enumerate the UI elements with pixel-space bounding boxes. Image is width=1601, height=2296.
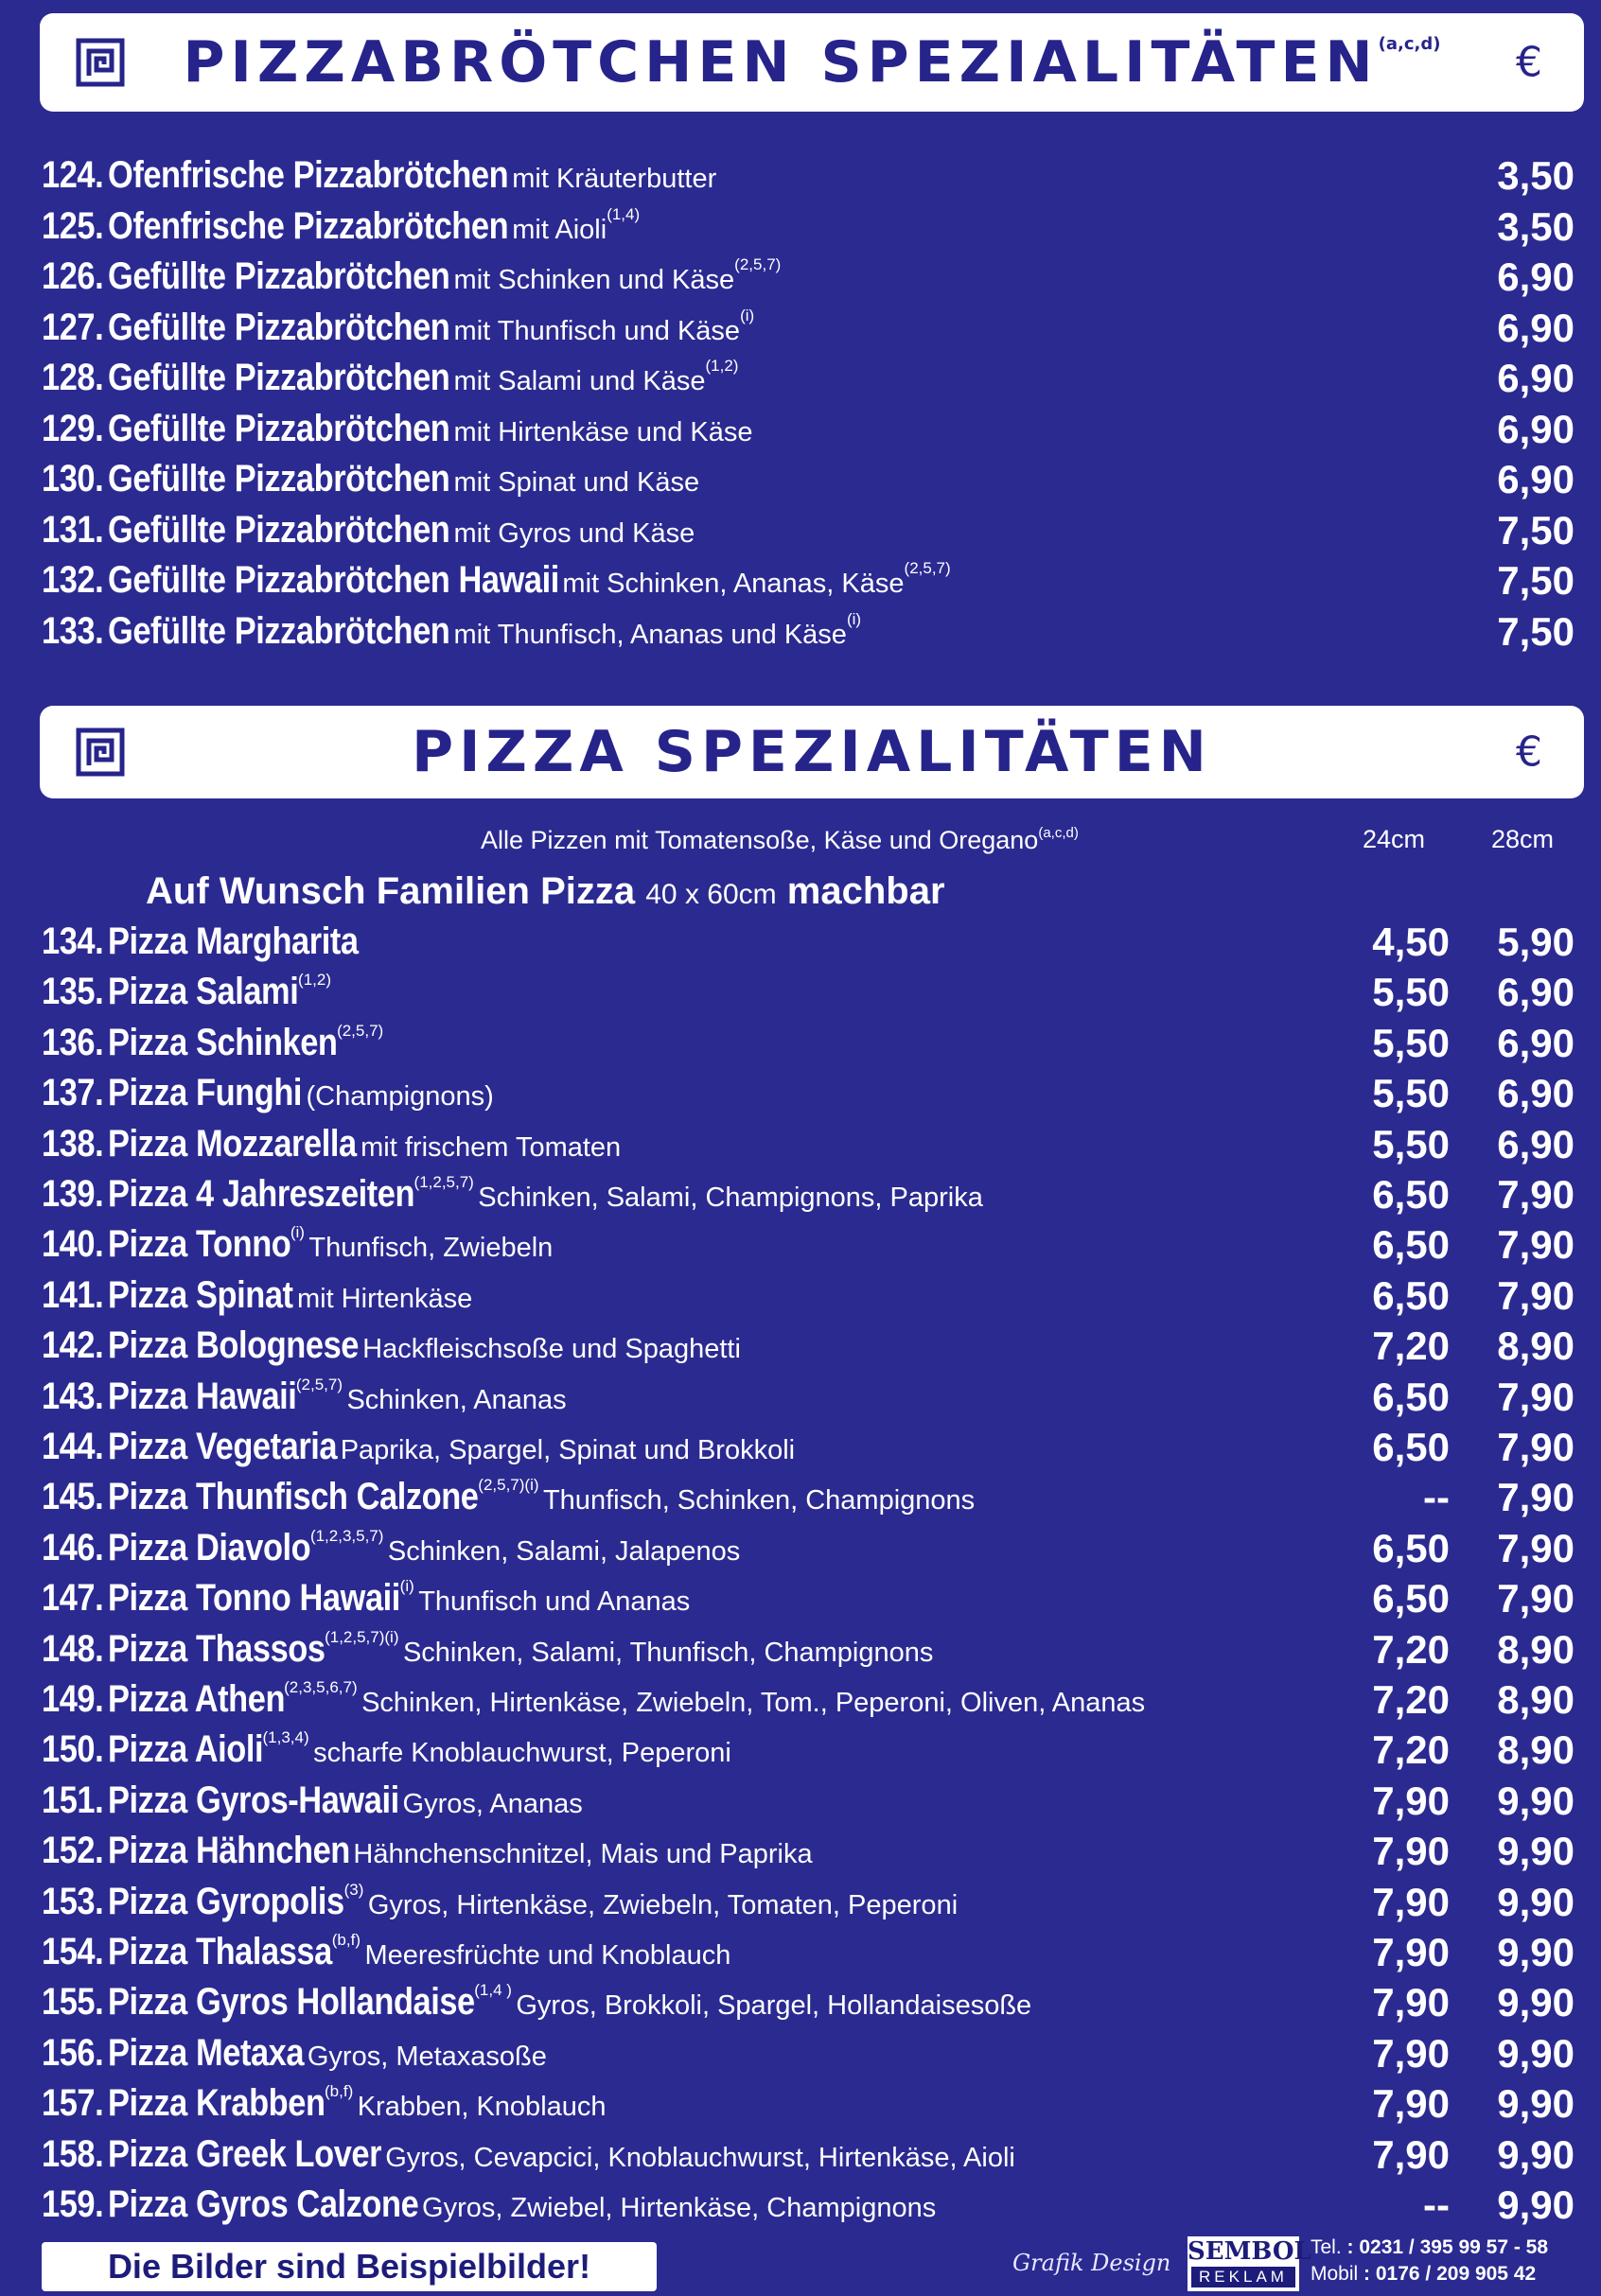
item-number: 132. bbox=[42, 559, 104, 601]
menu-row bbox=[42, 306, 1584, 355]
item-name: Gefüllte Pizzabrötchen bbox=[107, 255, 449, 297]
menu-row bbox=[42, 970, 1584, 1019]
item-name: Pizza Krabben bbox=[107, 2082, 325, 2125]
item-name: Pizza Gyropolis bbox=[107, 1880, 344, 1922]
price-24cm: 7,90 bbox=[1372, 2030, 1450, 2076]
menu-row bbox=[42, 1021, 1584, 1070]
item-number: 141. bbox=[42, 1273, 104, 1316]
item-number: 127. bbox=[42, 306, 104, 348]
menu-item-text bbox=[42, 1728, 731, 1771]
menu-row bbox=[42, 2031, 1584, 2080]
item-number: 155. bbox=[42, 1981, 104, 2024]
item-description: Hähnchenschnitzel, Mais und Paprika bbox=[353, 1839, 813, 1870]
item-name: Pizza Schinken bbox=[107, 1021, 338, 1063]
item-description: mit Kräuterbutter bbox=[512, 164, 717, 194]
menu-row bbox=[42, 1576, 1584, 1625]
price-28cm: 7,90 bbox=[1497, 1172, 1575, 1217]
price-28cm: 7,90 bbox=[1497, 1222, 1575, 1268]
menu-row bbox=[42, 1071, 1584, 1120]
menu-item-text bbox=[42, 408, 752, 450]
item-description: mit Thunfisch, Ananas und Käse bbox=[453, 619, 847, 650]
item-name: Gefüllte Pizzabrötchen bbox=[107, 458, 449, 500]
allergen-codes: (i) bbox=[740, 306, 755, 324]
price-24cm: -- bbox=[1423, 2182, 1450, 2227]
item-description: Krabben, Knoblauch bbox=[357, 2092, 607, 2123]
item-name: Pizza Vegetaria bbox=[107, 1426, 337, 1467]
menu-row bbox=[42, 1779, 1584, 1828]
item-name: Pizza Gyros Calzone bbox=[107, 2183, 418, 2225]
menu-row bbox=[42, 1323, 1584, 1373]
pizza-note: Alle Pizzen mit Tomatensoße, Käse und Oregano$^{(a,c,d)}$ bbox=[481, 825, 1079, 854]
item-description: mit Gyros und Käse bbox=[453, 517, 695, 549]
menu-item-text bbox=[42, 610, 861, 653]
allergen-codes: (1,3,4) bbox=[262, 1728, 309, 1747]
item-number: 135. bbox=[42, 971, 104, 1013]
price-28cm: 9,90 bbox=[1497, 1879, 1575, 1924]
price-24cm: 6,50 bbox=[1372, 1374, 1450, 1419]
item-name: Pizza Tonno bbox=[107, 1223, 290, 1266]
item-number: 154. bbox=[42, 1931, 104, 1972]
menu-item-text bbox=[42, 1022, 383, 1064]
item-price: 3,50 bbox=[1497, 203, 1575, 249]
size-28-header: 28cm bbox=[1491, 825, 1555, 853]
allergen-codes: (i) bbox=[846, 609, 862, 628]
item-description: Hackfleischsoße und Spaghetti bbox=[362, 1334, 741, 1365]
price-28cm: 9,90 bbox=[1497, 2030, 1575, 2076]
price-28cm: 5,90 bbox=[1497, 920, 1575, 964]
price-24cm: 6,50 bbox=[1372, 1272, 1450, 1318]
item-name: Pizza Thassos bbox=[107, 1627, 325, 1670]
menu-row bbox=[42, 508, 1584, 557]
price-28cm: 7,90 bbox=[1497, 1525, 1575, 1570]
item-number: 130. bbox=[42, 458, 104, 500]
item-description: mit Salami und Käse bbox=[453, 366, 706, 396]
menu-item-text bbox=[42, 1173, 983, 1216]
item-description: Paprika, Spargel, Spinat und Brokkoli bbox=[340, 1435, 796, 1465]
menu-item-text bbox=[42, 2082, 607, 2125]
menu-item-text bbox=[42, 1527, 740, 1569]
price-24cm: 4,50 bbox=[1372, 920, 1450, 964]
menu-item-text bbox=[42, 154, 716, 197]
item-price: 7,50 bbox=[1497, 507, 1575, 552]
item-number: 131. bbox=[42, 508, 104, 551]
price-24cm: 7,90 bbox=[1372, 2131, 1450, 2177]
item-number: 137. bbox=[42, 1072, 104, 1114]
menu-row bbox=[42, 1425, 1584, 1474]
item-name: Pizza Mozzarella bbox=[107, 1122, 357, 1165]
item-number: 133. bbox=[42, 609, 104, 652]
item-description: Gyros, Zwiebel, Hirtenkäse, Champignons bbox=[422, 2193, 937, 2223]
price-28cm: 9,90 bbox=[1497, 2131, 1575, 2177]
price-28cm: 9,90 bbox=[1497, 1930, 1575, 1974]
menu-item-text bbox=[42, 920, 358, 963]
item-number: 128. bbox=[42, 357, 104, 398]
price-28cm: 7,90 bbox=[1497, 1374, 1575, 1419]
allergen-codes: (i) bbox=[399, 1577, 414, 1596]
item-number: 147. bbox=[42, 1577, 104, 1620]
price-28cm: 8,90 bbox=[1497, 1323, 1575, 1369]
item-price: 3,50 bbox=[1497, 153, 1575, 198]
menu-row bbox=[42, 153, 1584, 202]
menu-row bbox=[42, 1829, 1584, 1878]
section-title: PIZZABRÖTCHEN SPEZIALITÄTEN$^{(a,c,d)}$ bbox=[183, 29, 1441, 96]
item-number: 142. bbox=[42, 1324, 104, 1367]
allergen-codes: (2,5,7) bbox=[295, 1375, 343, 1393]
item-description: mit Thunfisch und Käse bbox=[453, 315, 741, 346]
item-description: mit Aioli bbox=[512, 214, 607, 245]
menu-item-text bbox=[42, 1426, 795, 1468]
item-number: 129. bbox=[42, 407, 104, 449]
item-description: mit Hirtenkäse bbox=[296, 1283, 473, 1314]
item-number: 134. bbox=[42, 920, 104, 962]
menu-item-text bbox=[42, 1779, 583, 1822]
price-28cm: 7,90 bbox=[1497, 1425, 1575, 1469]
item-description: Gyros, Brokkoli, Spargel, Hollandaisesoße bbox=[516, 1990, 1032, 2022]
allergen-codes: (b,f) bbox=[325, 2082, 354, 2101]
item-description: scharfe Knoblauchwurst, Peperoni bbox=[313, 1738, 731, 1769]
item-description: Schinken, Salami, Champignons, Paprika bbox=[478, 1183, 983, 1213]
menu-item-text bbox=[42, 1628, 933, 1671]
price-24cm: 7,90 bbox=[1372, 1829, 1450, 1874]
item-name: Pizza Bolognese bbox=[107, 1324, 359, 1367]
menu-item-text bbox=[42, 1376, 567, 1418]
allergen-codes: (2,5,7)(i) bbox=[478, 1476, 539, 1495]
allergen-codes: (1,2) bbox=[298, 971, 332, 990]
menu-row bbox=[42, 1880, 1584, 1929]
item-number: 126. bbox=[42, 255, 104, 297]
item-number: 158. bbox=[42, 2132, 104, 2175]
price-28cm: 9,90 bbox=[1497, 1980, 1575, 2025]
menu-row bbox=[42, 1980, 1584, 2029]
menu-row bbox=[42, 1627, 1584, 1676]
menu-row bbox=[42, 609, 1584, 658]
item-name: Pizza Funghi bbox=[107, 1072, 302, 1114]
price-24cm: 7,20 bbox=[1372, 1677, 1450, 1722]
menu-row bbox=[42, 254, 1584, 304]
price-24cm: 7,90 bbox=[1372, 2081, 1450, 2127]
price-28cm: 9,90 bbox=[1497, 1829, 1575, 1874]
item-name: Ofenfrische Pizzabrötchen bbox=[107, 204, 508, 247]
menu-item-text bbox=[42, 1577, 690, 1620]
design-credit: Grafik Design bbox=[1012, 2250, 1171, 2276]
item-description: Schinken, Salami, Thunfisch, Champignons bbox=[402, 1637, 934, 1668]
price-28cm: 8,90 bbox=[1497, 1727, 1575, 1773]
item-price: 7,50 bbox=[1497, 558, 1575, 603]
allergen-codes: (1,2,5,7)(i) bbox=[325, 1627, 399, 1646]
item-name: Pizza Metaxa bbox=[107, 2031, 304, 2074]
item-number: 146. bbox=[42, 1526, 104, 1569]
price-24cm: 6,50 bbox=[1372, 1425, 1450, 1469]
item-number: 151. bbox=[42, 1779, 104, 1821]
price-24cm: 7,90 bbox=[1372, 1980, 1450, 2025]
item-description: Thunfisch, Zwiebeln bbox=[308, 1233, 554, 1264]
menu-row bbox=[42, 1222, 1584, 1271]
item-price: 6,90 bbox=[1497, 457, 1575, 501]
item-price: 6,90 bbox=[1497, 356, 1575, 400]
item-name: Gefüllte Pizzabrötchen bbox=[107, 407, 449, 449]
menu-row bbox=[42, 1727, 1584, 1777]
allergen-codes: (2,5,7) bbox=[734, 255, 782, 273]
allergen-codes: (2,3,5,6,7) bbox=[284, 1678, 358, 1696]
item-name: Pizza Margharita bbox=[107, 920, 359, 962]
allergen-codes: (2,5,7) bbox=[904, 559, 951, 577]
item-description: Meeresfrüchte und Knoblauch bbox=[364, 1940, 731, 1971]
menu-row bbox=[42, 407, 1584, 456]
price-28cm: 6,90 bbox=[1497, 1020, 1575, 1065]
item-description: mit Schinken, Ananas, Käse bbox=[562, 569, 905, 599]
price-28cm: 9,90 bbox=[1497, 2182, 1575, 2227]
price-28cm: 6,90 bbox=[1497, 1071, 1575, 1116]
item-name: Gefüllte Pizzabrötchen bbox=[107, 508, 449, 551]
contact-info: Tel. : 0231 / 395 99 57 - 58 Mobil : 0176 / 209 905 42 bbox=[1311, 2236, 1549, 2285]
item-name: Pizza 4 Jahreszeiten bbox=[107, 1173, 414, 1215]
price-24cm: 7,90 bbox=[1372, 1930, 1450, 1974]
allergen-codes: (1,4 ) bbox=[474, 1981, 512, 2000]
menu-row bbox=[42, 558, 1584, 607]
menu-item-text bbox=[42, 1324, 741, 1367]
item-description: Gyros, Ananas bbox=[402, 1788, 583, 1819]
item-name: Ofenfrische Pizzabrötchen bbox=[107, 154, 508, 196]
item-description: Schinken, Hirtenkäse, Zwiebeln, Tom., Peperoni, Oliven, Ananas bbox=[361, 1688, 1146, 1718]
allergen-codes: (b,f) bbox=[331, 1931, 361, 1949]
menu-item-text bbox=[42, 2183, 936, 2226]
price-28cm: 7,90 bbox=[1497, 1576, 1575, 1621]
menu-item-text bbox=[42, 1678, 1145, 1721]
item-name: Pizza Spinat bbox=[107, 1273, 293, 1316]
menu-item-text bbox=[42, 1223, 553, 1266]
price-24cm: 7,20 bbox=[1372, 1727, 1450, 1773]
menu-row bbox=[42, 1526, 1584, 1575]
item-number: 143. bbox=[42, 1375, 104, 1417]
allergen-codes: (i) bbox=[290, 1223, 305, 1242]
item-description: Schinken, Ananas bbox=[346, 1384, 567, 1415]
item-number: 124. bbox=[42, 154, 104, 196]
allergen-codes: (1,2,3,5,7) bbox=[309, 1526, 384, 1545]
menu-item-text bbox=[42, 1476, 975, 1518]
menu-row bbox=[42, 920, 1584, 969]
menu-row bbox=[42, 1172, 1584, 1221]
item-description: Gyros, Cevapcici, Knoblauchwurst, Hirtenkäse, Aioli bbox=[385, 2142, 1015, 2173]
sembol-logo: SEMBOL REKLAM bbox=[1188, 2236, 1299, 2291]
item-description: mit Spinat und Käse bbox=[453, 467, 700, 498]
item-description: Schinken, Salami, Jalapenos bbox=[387, 1535, 741, 1567]
item-number: 150. bbox=[42, 1728, 104, 1771]
item-number: 138. bbox=[42, 1122, 104, 1165]
disclaimer-box: Die Bilder sind Beispielbilder! bbox=[42, 2242, 657, 2291]
family-pizza-note: Auf Wunsch Familien Pizza 40 x 60cm machbar bbox=[146, 870, 945, 912]
menu-row bbox=[42, 204, 1584, 254]
menu-item-text bbox=[42, 357, 738, 399]
menu-item-text bbox=[42, 1274, 472, 1317]
item-description: mit frischem Tomaten bbox=[361, 1131, 622, 1163]
price-24cm: 6,50 bbox=[1372, 1525, 1450, 1570]
item-number: 136. bbox=[42, 1021, 104, 1063]
currency-symbol: € bbox=[1516, 727, 1542, 777]
section-header-pizza bbox=[40, 706, 1584, 798]
menu-item-text bbox=[42, 509, 695, 552]
menu-row bbox=[42, 356, 1584, 405]
item-description: Thunfisch und Ananas bbox=[418, 1586, 691, 1618]
item-name: Pizza Athen bbox=[107, 1678, 285, 1720]
price-24cm: 7,90 bbox=[1372, 1879, 1450, 1924]
item-number: 148. bbox=[42, 1627, 104, 1670]
price-24cm: 5,50 bbox=[1372, 970, 1450, 1015]
menu-row bbox=[42, 2182, 1584, 2232]
price-28cm: 9,90 bbox=[1497, 1778, 1575, 1823]
price-24cm: 5,50 bbox=[1372, 1071, 1450, 1116]
menu-row bbox=[42, 1930, 1584, 1979]
menu-item-text bbox=[42, 559, 951, 602]
item-name: Pizza Tonno Hawaii bbox=[107, 1577, 400, 1620]
item-name: Gefüllte Pizzabrötchen bbox=[107, 357, 449, 398]
size-24-header: 24cm bbox=[1363, 825, 1426, 853]
allergen-codes: (1,2) bbox=[705, 357, 739, 375]
price-24cm: 7,20 bbox=[1372, 1626, 1450, 1672]
menu-item-text bbox=[42, 458, 699, 500]
price-28cm: 8,90 bbox=[1497, 1677, 1575, 1722]
item-name: Gefüllte Pizzabrötchen bbox=[107, 609, 449, 652]
currency-symbol: € bbox=[1516, 38, 1542, 87]
item-number: 139. bbox=[42, 1173, 104, 1215]
menu-row bbox=[42, 2081, 1584, 2130]
menu-row bbox=[42, 1677, 1584, 1726]
price-28cm: 6,90 bbox=[1497, 970, 1575, 1015]
price-24cm: 6,50 bbox=[1372, 1576, 1450, 1621]
allergen-codes: (1,2,5,7) bbox=[413, 1173, 474, 1191]
price-24cm: 6,50 bbox=[1372, 1172, 1450, 1217]
menu-row bbox=[42, 1475, 1584, 1524]
menu-item-text bbox=[42, 255, 781, 298]
item-description: Thunfisch, Schinken, Champignons bbox=[542, 1485, 976, 1516]
item-name: Pizza Salami bbox=[107, 971, 298, 1013]
section-header-pizzabroetchen bbox=[40, 13, 1584, 112]
price-24cm: 5,50 bbox=[1372, 1121, 1450, 1166]
menu-item-text bbox=[42, 1830, 813, 1872]
item-name: Pizza Gyros Hollandaise bbox=[107, 1981, 475, 2024]
item-name: Pizza Greek Lover bbox=[107, 2132, 381, 2175]
menu-row bbox=[42, 1375, 1584, 1424]
item-name: Gefüllte Pizzabrötchen bbox=[107, 306, 449, 348]
item-number: 145. bbox=[42, 1476, 104, 1518]
price-24cm: 5,50 bbox=[1372, 1020, 1450, 1065]
menu-item-text bbox=[42, 2133, 1015, 2176]
section-title: PIZZA SPEZIALITÄTEN bbox=[412, 719, 1212, 785]
item-price: 6,90 bbox=[1497, 305, 1575, 350]
price-28cm: 7,90 bbox=[1497, 1475, 1575, 1520]
item-number: 153. bbox=[42, 1880, 104, 1922]
menu-item-text bbox=[42, 1981, 1031, 2024]
item-name: Pizza Aioli bbox=[107, 1728, 263, 1771]
menu-item-text bbox=[42, 2032, 547, 2075]
price-28cm: 6,90 bbox=[1497, 1121, 1575, 1166]
menu-row bbox=[42, 1122, 1584, 1171]
menu-item-text bbox=[42, 1072, 494, 1114]
price-24cm: 7,90 bbox=[1372, 1778, 1450, 1823]
item-description: mit Hirtenkäse und Käse bbox=[453, 416, 753, 447]
price-28cm: 8,90 bbox=[1497, 1626, 1575, 1672]
allergen-codes: (1,4) bbox=[607, 204, 641, 223]
allergen-codes: (3) bbox=[343, 1880, 364, 1899]
menu-item-text bbox=[42, 205, 640, 248]
price-24cm: 6,50 bbox=[1372, 1222, 1450, 1268]
menu-row bbox=[42, 2132, 1584, 2182]
item-description: Gyros, Metaxasoße bbox=[307, 2041, 547, 2072]
price-24cm: 7,20 bbox=[1372, 1323, 1450, 1369]
item-number: 157. bbox=[42, 2082, 104, 2125]
item-description: mit Schinken und Käse bbox=[453, 265, 735, 295]
item-description: Gyros, Hirtenkäse, Zwiebeln, Tomaten, Peperoni bbox=[367, 1889, 959, 1920]
item-number: 125. bbox=[42, 204, 104, 247]
item-number: 152. bbox=[42, 1830, 104, 1872]
menu-item-text bbox=[42, 307, 754, 349]
menu-item-text bbox=[42, 1881, 958, 1923]
item-name: Pizza Diavolo bbox=[107, 1526, 310, 1569]
menu-item-text bbox=[42, 971, 331, 1013]
price-28cm: 9,90 bbox=[1497, 2081, 1575, 2127]
item-name: Gefüllte Pizzabrötchen Hawaii bbox=[107, 559, 559, 601]
item-name: Pizza Hawaii bbox=[107, 1375, 296, 1417]
allergen-codes: (2,5,7) bbox=[337, 1021, 384, 1040]
item-name: Pizza Gyros-Hawaii bbox=[107, 1779, 399, 1821]
price-28cm: 7,90 bbox=[1497, 1272, 1575, 1318]
price-24cm: -- bbox=[1423, 1475, 1450, 1520]
item-number: 156. bbox=[42, 2031, 104, 2074]
item-description: (Champignons) bbox=[306, 1081, 494, 1113]
item-price: 6,90 bbox=[1497, 254, 1575, 299]
item-name: Pizza Hähnchen bbox=[107, 1830, 350, 1872]
item-name: Pizza Thunfisch Calzone bbox=[107, 1476, 479, 1518]
item-price: 6,90 bbox=[1497, 406, 1575, 451]
item-number: 144. bbox=[42, 1426, 104, 1467]
item-price: 7,50 bbox=[1497, 608, 1575, 654]
menu-row bbox=[42, 457, 1584, 506]
item-name: Pizza Thalassa bbox=[107, 1931, 332, 1972]
menu-item-text bbox=[42, 1931, 730, 1973]
item-number: 159. bbox=[42, 2183, 104, 2225]
item-number: 149. bbox=[42, 1678, 104, 1720]
menu-item-text bbox=[42, 1123, 621, 1166]
item-number: 140. bbox=[42, 1223, 104, 1266]
menu-row bbox=[42, 1273, 1584, 1323]
